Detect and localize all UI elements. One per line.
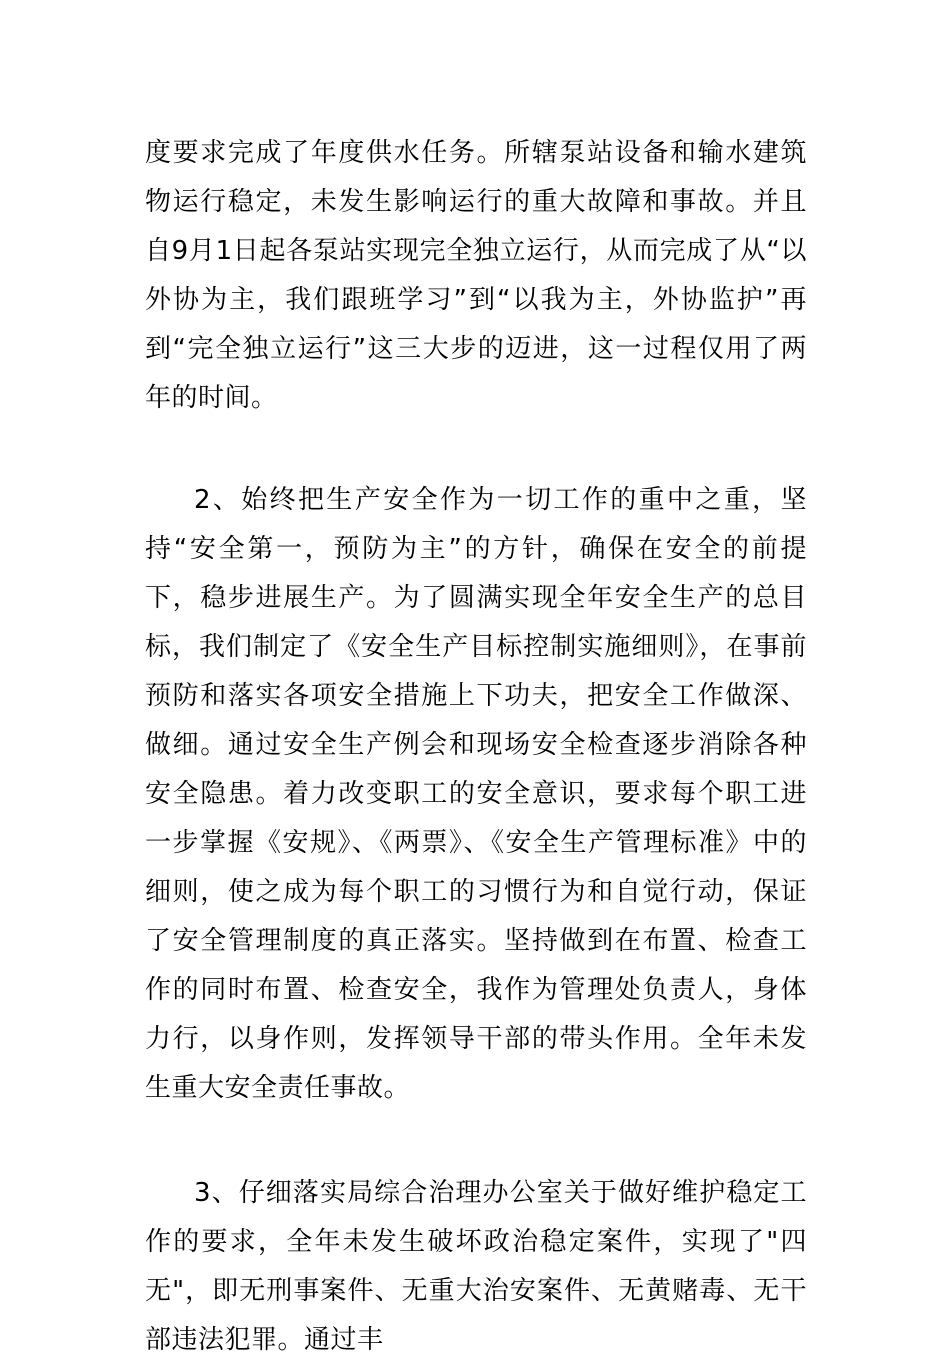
paragraph-safety: 2、始终把生产安全作为一切工作的重中之重，坚持“安全第一，预防为主”的方针，确保在安全的前提下，稳步进展生产。为了圆满实现全年安全生产的总目标，我们制定了《安全生产目标控制实施细则》，在事前预防和落实各项安全措施上下功夫，把安全工作做深、做细。通过安全生产例会和现场安全检查逐步消除各种安全隐患。着力改变职工的安全意识，要求每个职工进一步掌握《安规》、《两票》、《安全生产管理标准》中的细则，使之成为每个职工的习惯行为和自觉行动，保证了安全管理制度的真正落实。坚持做到在布置、检查工作的同时布置、检查安全，我作为管理处负责人，身体力行，以身作则，发挥领导干部的带头作用。全年未发生重大安全责任事故。 — [145, 485, 807, 1103]
paragraph-water-supply: 度要求完成了年度供水任务。所辖泵站设备和输水建筑物运行稳定，未发生影响运行的重大故障和事故。并且自9月1日起各泵站实现完全独立运行，从而完成了从“以外协为主，我们跟班学习”到“以我为主，外协监护”再到“完全独立运行”这三大步的迈进，这一过程仅用了两年的时间。 — [145, 138, 807, 413]
paragraph-stability: 3、仔细落实局综合治理办公室关于做好维护稳定工作的要求，全年未发生破坏政治稳定案件，实现了"四无"，即无刑事案件、无重大治安案件、无黄赌毒、无干部违法犯罪。通过丰 — [145, 1178, 807, 1355]
document-body — [145, 129, 807, 1365]
